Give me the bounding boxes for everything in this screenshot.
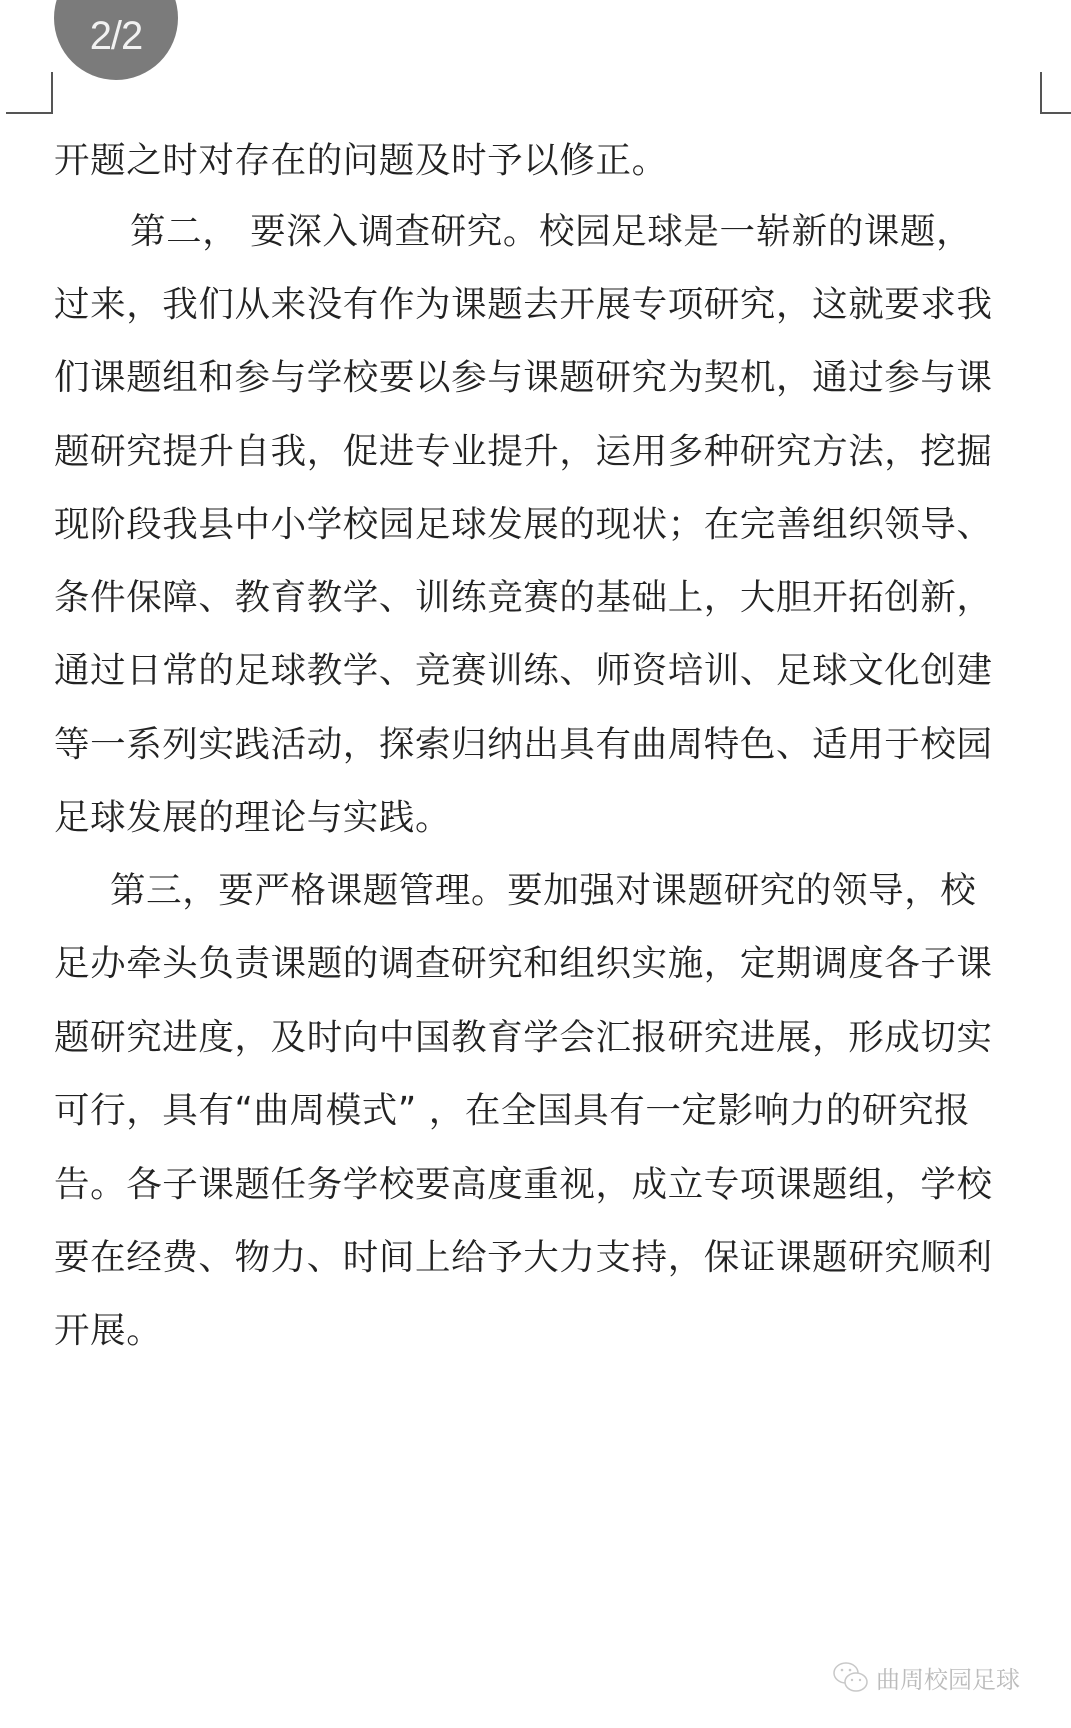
crop-mark-left-horizontal xyxy=(6,112,53,114)
crop-mark-left-vertical xyxy=(51,72,53,114)
watermark xyxy=(832,1660,1020,1695)
text-line: 题研究提升自我，促进专业提升，运用多种研究方法，挖掘 xyxy=(54,431,993,472)
text-line: 可行，具有“曲周模式” ，在全国具有一定影响力的研究报 xyxy=(54,1090,971,1131)
text-line: 要在经费、物力、时间上给予大力支持，保证课题研究顺利 xyxy=(54,1237,993,1278)
page-indicator-badge xyxy=(54,0,178,80)
text-line: 等一系列实践活动，探索归纳出具有曲周特色、适用于校园 xyxy=(54,724,993,765)
text-line: 第三，要严格课题管理。要加强对课题研究的领导，校 xyxy=(110,870,977,911)
crop-mark-right-horizontal xyxy=(1040,112,1071,114)
text-line: 过来，我们从来没有作为课题去开展专项研究，这就要求我 xyxy=(54,284,993,325)
text-line: 题研究进度，及时向中国教育学会汇报研究进展，形成切实 xyxy=(54,1017,993,1058)
text-line: 通过日常的足球教学、竞赛训练、师资培训、足球文化创建 xyxy=(54,650,993,691)
wechat-icon xyxy=(832,1661,870,1695)
text-line: 条件保障、教育教学、训练竞赛的基础上，大胆开拓创新， xyxy=(54,577,993,618)
text-line: 第二， 要深入调查研究。校园足球是一崭新的课题， xyxy=(130,211,973,252)
text-line: 开展。 xyxy=(54,1310,163,1351)
page-indicator-text: 2/2 xyxy=(89,14,143,58)
text-line: 足球发展的理论与实践。 xyxy=(54,797,452,838)
crop-mark-right-vertical xyxy=(1040,72,1042,114)
text-line: 现阶段我县中小学校园足球发展的现状；在完善组织领导、 xyxy=(54,504,993,545)
text-line: 足办牵头负责课题的调查研究和组织实施，定期调度各子课 xyxy=(54,943,993,984)
text-line: 们课题组和参与学校要以参与课题研究为契机，通过参与课 xyxy=(54,357,993,398)
text-line: 开题之时对存在的问题及时予以修正。 xyxy=(54,140,668,181)
watermark-text: 曲周校园足球 xyxy=(876,1666,1020,1694)
text-line: 告。各子课题任务学校要高度重视，成立专项课题组，学校 xyxy=(54,1164,993,1205)
